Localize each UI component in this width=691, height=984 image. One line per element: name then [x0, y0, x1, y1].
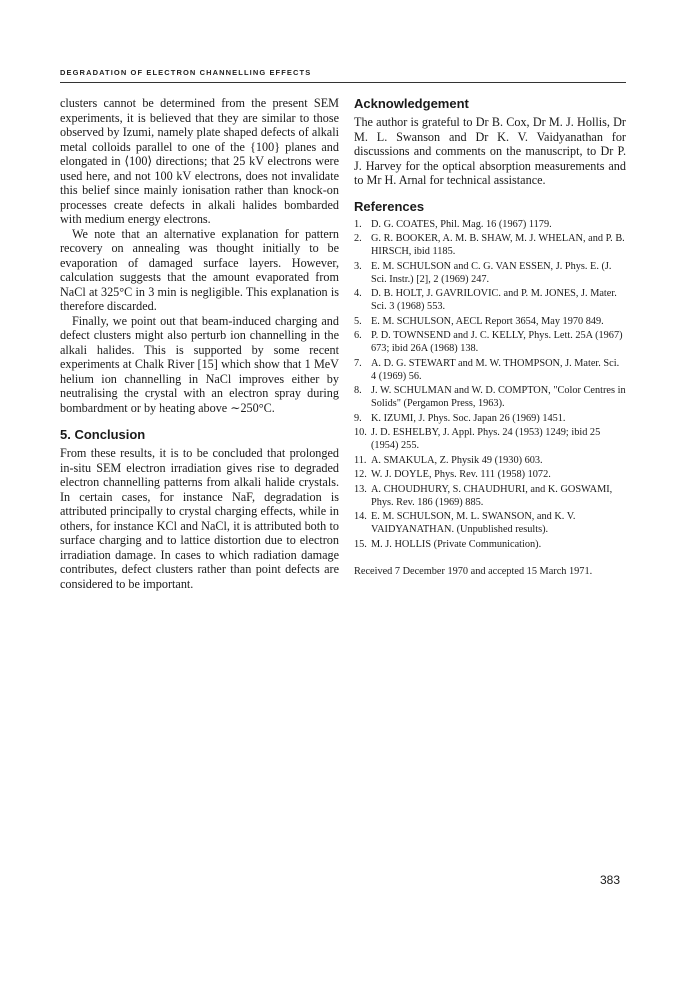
- reference-text: D. B. HOLT, J. GAVRILOVIC. and P. M. JONES, J. Mater. Sci. 3 (1968) 553.: [371, 288, 617, 312]
- left-column: [60, 96, 339, 591]
- references-heading: References: [354, 198, 425, 214]
- reference-item: [354, 412, 626, 425]
- reference-text: W. J. DOYLE, Phys. Rev. 111 (1958) 1072.: [371, 469, 551, 480]
- reference-number: 8.: [354, 385, 362, 396]
- reference-item: [354, 510, 626, 536]
- reference-text: D. G. COATES, Phil. Mag. 16 (1967) 1179.: [371, 218, 552, 230]
- reference-item: [354, 218, 626, 231]
- acknowledgement-heading: Acknowledgement: [354, 96, 469, 111]
- reference-number: 9.: [354, 412, 362, 424]
- reference-item: [354, 287, 626, 313]
- reference-text: K. IZUMI, J. Phys. Soc. Japan 26 (1969) 1451.: [371, 412, 566, 424]
- reference-number: 13.: [354, 483, 367, 495]
- reference-text: E. M. SCHULSON, AECL Report 3654, May 1970 849.: [371, 315, 604, 327]
- reference-item: [354, 426, 626, 452]
- reference-number: 15.: [354, 538, 367, 550]
- reference-number: 3.: [354, 260, 362, 272]
- received-date-note: Received 7 December 1970 and accepted 15 March 1971.: [354, 565, 593, 577]
- reference-number: 1.: [354, 218, 362, 230]
- body-paragraph: We note that an alternative explanation for pattern recovery on annealing was thought initially to be evaporation of damaged surface layers. However, calculation suggests that the amount evaporated from NaCl at 325°C in 3 min is negligible. This explanation is therefore discarded.: [60, 226, 339, 313]
- running-header: DEGRADATION OF ELECTRON CHANNELLING EFFECTS: [60, 68, 312, 77]
- acknowledgement-paragraph: The author is grateful to Dr B. Cox, Dr M. J. Hollis, Dr M. L. Swanson and Dr K. V. Vaidyanathan for discussions and comments on the manuscript, to Dr P. J. Harvey for the optical absorption measurements and to Mr H. Arnal for technical assistance.: [354, 115, 626, 187]
- conclusion-paragraph: From these results, it is to be concluded that prolonged in-situ SEM electron irradiation gives rise to degraded electron channelling patterns from alkali halide crystals. In certain cases, for instance NaF, degradation is attributed principally to crystal charging effects, while in others, for instance KCl and NaCl, it is attributed both to surface charging and to lattice distortion due to electron irradiation damage. In cases to which radiation damage contributes, defect clusters rather than point defects are considered to be important.: [60, 446, 339, 591]
- reference-text: J. D. ESHELBY, J. Appl. Phys. 24 (1953) 1249; ibid 25 (1954) 255.: [371, 427, 601, 451]
- reference-number: 6.: [354, 330, 362, 341]
- body-paragraph: clusters cannot be determined from the present SEM experiments, it is believed that they are similar to those observed by Izumi, namely plate shaped defects of alkali metal colloids parallel to one of the {100} planes and elongated in ⟨100⟩ directions; that 25 kV electrons were used here, and not 100 kV electrons, does not invalidate this belief since mainly ionisation rather than knock-on processes create defects in alkali halides bombarded with medium energy electrons.: [60, 96, 339, 226]
- right-column: [354, 96, 626, 577]
- reference-number: 14.: [354, 511, 367, 522]
- reference-text: P. D. TOWNSEND and J. C. KELLY, Phys. Lett. 25A (1967) 673; ibid 26A (1968) 138.: [371, 330, 623, 354]
- reference-text: A. CHOUDHURY, S. CHAUDHURI, and K. GOSWAMI, Phys. Rev. 186 (1969) 885.: [371, 483, 613, 508]
- reference-text: G. R. BOOKER, A. M. B. SHAW, M. J. WHELAN, and P. B. HIRSCH, ibid 1185.: [371, 233, 625, 257]
- reference-item: [354, 315, 626, 328]
- reference-text: J. W. SCHULMAN and W. D. COMPTON, "Color Centres in Solids" (Pergamon Press, 1963).: [371, 385, 626, 409]
- body-paragraph: Finally, we point out that beam-induced charging and defect clusters might also perturb ion channelling in the alkali halides. This is supported by some recent experiments at Chalk River [15] which show that 1 MeV helium ion channelling in NaCl improves either by neutralising the crystal with an electron spray during bombardment or by heating above ∼250°C.: [60, 313, 339, 415]
- reference-item: [354, 329, 626, 355]
- reference-number: 4.: [354, 288, 362, 299]
- reference-number: 11.: [354, 454, 367, 466]
- conclusion-heading: 5. Conclusion: [60, 427, 146, 442]
- reference-item: [354, 538, 626, 551]
- reference-text: A. SMAKULA, Z. Physik 49 (1930) 603.: [371, 454, 543, 466]
- reference-item: [354, 384, 626, 410]
- reference-number: 12.: [354, 469, 367, 480]
- reference-text: E. M. SCHULSON, M. L. SWANSON, and K. V. VAIDYANATHAN. (Unpublished results).: [371, 511, 576, 535]
- reference-list: [354, 218, 626, 551]
- reference-item: [354, 357, 626, 383]
- header-rule: [60, 82, 626, 83]
- reference-item: [354, 260, 626, 286]
- reference-item: [354, 454, 626, 467]
- reference-number: 5.: [354, 315, 362, 327]
- reference-number: 7.: [354, 357, 362, 369]
- reference-text: M. J. HOLLIS (Private Communication).: [371, 538, 542, 550]
- reference-item: [354, 232, 626, 258]
- reference-number: 2.: [354, 233, 362, 244]
- reference-item: [354, 468, 626, 481]
- reference-text: A. D. G. STEWART and M. W. THOMPSON, J. Mater. Sci. 4 (1969) 56.: [371, 357, 620, 382]
- reference-number: 10.: [354, 427, 367, 438]
- reference-text: E. M. SCHULSON and C. G. VAN ESSEN, J. Phys. E. (J. Sci. Instr.) [2], 2 (1969) 247.: [371, 260, 612, 285]
- page-number: 383: [600, 873, 621, 887]
- reference-item: [354, 483, 626, 509]
